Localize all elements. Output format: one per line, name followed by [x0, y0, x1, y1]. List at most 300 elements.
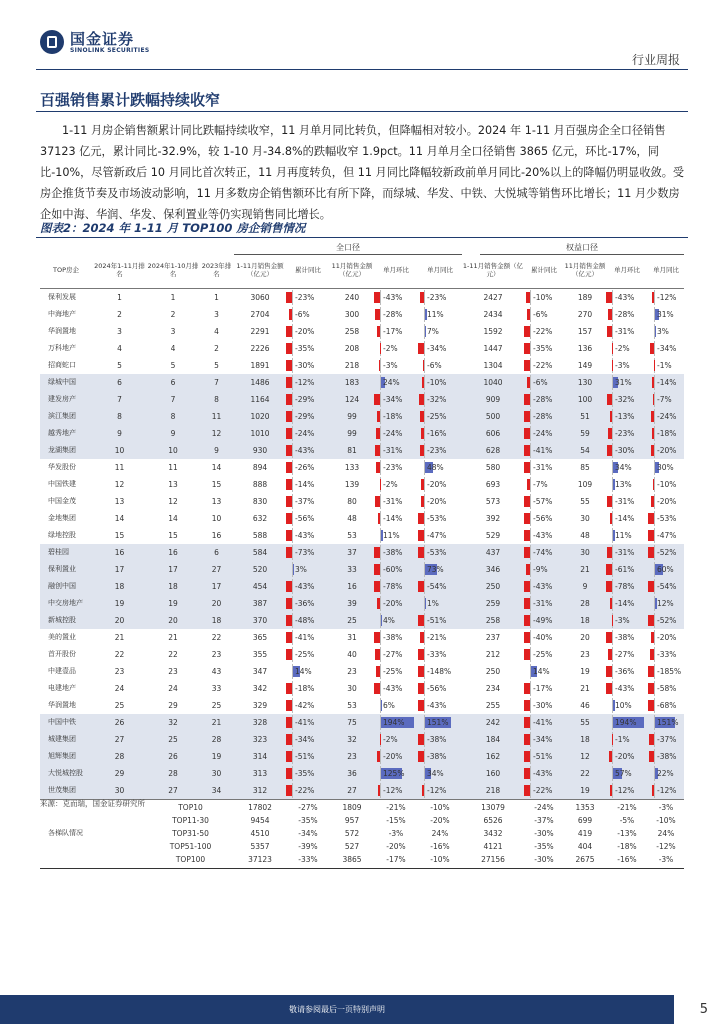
- bar-cell: [418, 510, 462, 527]
- table-cell: 23: [211, 650, 222, 659]
- table-cell: 16: [347, 582, 357, 591]
- bar-value: 24%: [383, 378, 400, 387]
- bar-cell: [286, 697, 330, 714]
- bar-axis: [530, 290, 531, 305]
- bar-axis: [424, 528, 425, 543]
- column-header: 2023年排名: [201, 262, 232, 278]
- bar-axis: [612, 562, 613, 577]
- bar-value: -34%: [383, 395, 403, 404]
- company-name: 绿城中国: [48, 378, 76, 386]
- bar-value: -32%: [615, 395, 635, 404]
- bar-cell: [524, 323, 564, 340]
- bar-value: -29%: [295, 395, 315, 404]
- bar-axis: [292, 426, 293, 441]
- bar-value: -10%: [657, 480, 677, 489]
- bar-cell: [286, 612, 330, 629]
- bar-value: -6%: [533, 378, 548, 387]
- company-name: 中国金茂: [48, 497, 76, 505]
- summary-cell: -15%: [386, 816, 406, 825]
- bar-cell: [648, 629, 684, 646]
- bar-cell: [606, 731, 648, 748]
- value-bar: [612, 734, 613, 745]
- value-bar: [648, 530, 654, 541]
- table-cell: 328: [252, 718, 268, 727]
- tier-label: TOP11-30: [172, 816, 209, 825]
- bar-value: -43%: [615, 293, 635, 302]
- bar-cell: [286, 459, 330, 476]
- bar-value: 60%: [657, 565, 674, 574]
- bar-value: -41%: [533, 718, 553, 727]
- tier-label: TOP51-100: [169, 842, 212, 851]
- summary-cell: -30%: [534, 829, 554, 838]
- value-bar: [374, 394, 380, 405]
- table-cell: 2226: [250, 344, 270, 353]
- table-cell: 909: [485, 395, 501, 404]
- bar-axis: [530, 579, 531, 594]
- bar-cell: [648, 697, 684, 714]
- bar-axis: [530, 766, 531, 781]
- summary-cell: -12%: [656, 842, 676, 851]
- bar-axis: [612, 630, 613, 645]
- bar-cell: [524, 340, 564, 357]
- table-cell: 109: [577, 480, 593, 489]
- column-header: 累计同比: [295, 266, 321, 274]
- column-header: 单月环比: [614, 266, 640, 274]
- table-row: [40, 544, 684, 561]
- bar-cell: [286, 782, 330, 799]
- summary-cell: 419: [577, 829, 593, 838]
- bar-axis: [424, 409, 425, 424]
- bar-value: -31%: [615, 548, 635, 557]
- table-cell: 2: [214, 344, 219, 353]
- table-cell: 100: [577, 395, 593, 404]
- table-cell: 30: [580, 514, 590, 523]
- bar-axis: [530, 341, 531, 356]
- bar-value: -12%: [657, 786, 677, 795]
- table-cell: 28: [114, 752, 125, 761]
- table-cell: 30: [347, 684, 357, 693]
- bar-cell: [524, 782, 564, 799]
- table-cell: 99: [347, 412, 357, 421]
- value-bar: [651, 496, 654, 507]
- bar-cell: [606, 680, 648, 697]
- bar-cell: [648, 340, 684, 357]
- brand-name-en: SINOLINK SECURITIES: [70, 46, 150, 54]
- company-name: 华润置地: [48, 327, 76, 335]
- value-bar: [607, 496, 612, 507]
- value-bar: [286, 360, 292, 371]
- bar-cell: [606, 323, 648, 340]
- table-row: [40, 782, 684, 799]
- table-cell: 33: [211, 684, 222, 693]
- value-bar: [648, 700, 654, 711]
- value-bar: [650, 343, 654, 354]
- table-bottom-rule: [40, 868, 684, 869]
- table-cell: 18: [211, 616, 222, 625]
- company-name: 世茂集团: [48, 786, 76, 794]
- bar-value: -43%: [383, 684, 403, 693]
- bar-value: 34%: [615, 463, 632, 472]
- bar-value: 151%: [657, 718, 679, 727]
- bar-cell: [374, 697, 418, 714]
- table-cell: 3: [170, 327, 176, 336]
- table-cell: 1: [170, 293, 176, 302]
- bar-axis: [424, 477, 425, 492]
- bar-axis: [380, 409, 381, 424]
- table-cell: 300: [344, 310, 360, 319]
- table-cell: 11: [211, 412, 222, 421]
- bar-value: -148%: [427, 667, 452, 676]
- value-bar: [418, 547, 424, 558]
- value-bar: [607, 445, 612, 456]
- value-bar: [648, 683, 654, 694]
- bar-cell: [418, 323, 462, 340]
- bar-cell: [648, 357, 684, 374]
- bar-value: -20%: [427, 480, 447, 489]
- bar-cell: [374, 408, 418, 425]
- table-row: [40, 697, 684, 714]
- value-bar: [380, 479, 381, 490]
- table-cell: 17: [114, 565, 125, 574]
- bar-cell: [418, 340, 462, 357]
- table-cell: 21: [211, 718, 222, 727]
- table-cell: 59: [580, 429, 590, 438]
- bar-cell: [418, 391, 462, 408]
- summary-cell: -20%: [386, 842, 406, 851]
- value-bar: [286, 445, 292, 456]
- bar-value: -35%: [295, 344, 315, 353]
- bar-cell: [374, 680, 418, 697]
- value-bar: [527, 479, 530, 490]
- company-name: 绿地控股: [48, 531, 76, 539]
- value-bar: [650, 649, 654, 660]
- value-bar: [286, 700, 292, 711]
- value-bar: [379, 360, 380, 371]
- bar-value: -17%: [533, 684, 553, 693]
- bar-axis: [292, 324, 293, 339]
- table-cell: 55: [580, 718, 590, 727]
- value-bar: [286, 326, 292, 337]
- bar-axis: [654, 443, 655, 458]
- table-cell: 19: [114, 599, 125, 608]
- table-cell: 9: [117, 429, 122, 438]
- value-bar: [648, 666, 654, 677]
- summary-cell: -21%: [617, 803, 637, 812]
- value-bar: [608, 649, 612, 660]
- table-cell: 55: [580, 497, 590, 506]
- table-cell: 314: [252, 752, 268, 761]
- table-row: [40, 289, 684, 306]
- bar-value: -30%: [295, 361, 315, 370]
- company-name: 华润置地: [48, 701, 76, 709]
- table-cell: 8: [170, 412, 176, 421]
- bar-axis: [530, 477, 531, 492]
- bar-axis: [424, 681, 425, 696]
- table-cell: 2291: [250, 327, 270, 336]
- bar-value: -57%: [533, 497, 553, 506]
- value-bar: [286, 479, 292, 490]
- bar-value: -48%: [295, 616, 315, 625]
- table-cell: 329: [252, 701, 268, 710]
- bar-axis: [530, 307, 531, 322]
- table-cell: 31: [347, 633, 357, 642]
- bar-value: -24%: [383, 429, 403, 438]
- bar-value: -13%: [615, 412, 635, 421]
- value-bar: [286, 581, 292, 592]
- value-bar: [286, 513, 292, 524]
- bar-value: -12%: [295, 378, 315, 387]
- value-bar: [524, 649, 530, 660]
- bar-value: -24%: [533, 429, 553, 438]
- value-bar: [286, 394, 292, 405]
- value-bar: [374, 292, 380, 303]
- value-bar: [649, 734, 654, 745]
- value-bar: [376, 666, 380, 677]
- bar-cell: [286, 340, 330, 357]
- table-cell: 258: [344, 327, 360, 336]
- bar-cell: [524, 476, 564, 493]
- bar-cell: [418, 476, 462, 493]
- bar-axis: [612, 647, 613, 662]
- table-row: [40, 612, 684, 629]
- value-bar: [607, 547, 612, 558]
- value-bar: [418, 666, 424, 677]
- bar-value: -42%: [295, 701, 315, 710]
- value-bar: [419, 394, 424, 405]
- bar-axis: [530, 681, 531, 696]
- bar-cell: [606, 459, 648, 476]
- bar-cell: [524, 289, 564, 306]
- summary-cell: 1353: [575, 803, 595, 812]
- summary-cell: -33%: [298, 855, 318, 864]
- value-bar: [418, 343, 424, 354]
- bar-value: -18%: [295, 684, 315, 693]
- table-cell: 365: [252, 633, 268, 642]
- bar-cell: [286, 323, 330, 340]
- bar-cell: [286, 442, 330, 459]
- bar-axis: [380, 460, 381, 475]
- bar-cell: [374, 493, 418, 510]
- summary-row: [40, 840, 684, 853]
- header-divider: [36, 69, 688, 70]
- bar-axis: [380, 290, 381, 305]
- table-cell: 130: [577, 378, 593, 387]
- table-cell: 20: [211, 599, 222, 608]
- bar-value: -14%: [615, 514, 635, 523]
- value-bar: [421, 496, 424, 507]
- summary-cell: 4510: [250, 829, 270, 838]
- value-bar: [377, 411, 380, 422]
- bar-axis: [530, 545, 531, 560]
- bar-axis: [612, 307, 613, 322]
- table-cell: 13: [168, 480, 178, 489]
- bar-cell: [648, 544, 684, 561]
- table-cell: 5: [117, 361, 122, 370]
- bar-cell: [524, 493, 564, 510]
- table-cell: 15: [168, 531, 178, 540]
- table-cell: 8: [214, 395, 219, 404]
- bar-value: -36%: [295, 599, 315, 608]
- summary-cell: 37123: [248, 855, 272, 864]
- table-row: [40, 510, 684, 527]
- bar-cell: [606, 578, 648, 595]
- bar-axis: [654, 647, 655, 662]
- bar-value: -20%: [657, 497, 677, 506]
- value-bar: [289, 309, 292, 320]
- value-bar: [612, 343, 613, 354]
- bar-axis: [424, 630, 425, 645]
- bar-cell: [524, 612, 564, 629]
- company-name: 大悦城控股: [48, 769, 83, 777]
- table-cell: 24: [168, 684, 178, 693]
- table-cell: 23: [347, 752, 357, 761]
- bar-value: -27%: [383, 650, 403, 659]
- value-bar: [609, 751, 612, 762]
- bar-value: -17%: [383, 327, 403, 336]
- bar-value: -43%: [295, 582, 315, 591]
- summary-cell: -30%: [534, 855, 554, 864]
- table-cell: 6: [117, 378, 122, 387]
- table-cell: 7: [117, 395, 122, 404]
- bar-axis: [292, 749, 293, 764]
- bar-cell: [524, 391, 564, 408]
- bar-cell: [606, 714, 648, 731]
- bar-axis: [292, 477, 293, 492]
- summary-cell: -16%: [617, 855, 637, 864]
- value-bar: [377, 751, 380, 762]
- bar-value: 48%: [427, 463, 444, 472]
- bar-value: 31%: [615, 378, 632, 387]
- tier-label: TOP10: [178, 803, 203, 812]
- summary-cell: -3%: [658, 803, 674, 812]
- table-cell: 48: [347, 514, 357, 523]
- page-footer: [0, 995, 724, 1024]
- value-bar: [418, 700, 424, 711]
- bar-cell: [418, 544, 462, 561]
- bar-value: -12%: [383, 786, 403, 795]
- table-cell: 27: [114, 735, 125, 744]
- table-cell: 2427: [483, 293, 503, 302]
- bar-axis: [380, 307, 381, 322]
- bar-cell: [648, 306, 684, 323]
- bar-cell: [374, 425, 418, 442]
- table-cell: 3: [117, 327, 122, 336]
- bar-cell: [606, 425, 648, 442]
- bar-axis: [292, 494, 293, 509]
- value-bar: [425, 598, 426, 609]
- bar-value: 13%: [615, 480, 632, 489]
- bar-cell: [374, 476, 418, 493]
- value-bar: [652, 785, 654, 796]
- table-cell: 370: [252, 616, 268, 625]
- value-bar: [653, 394, 654, 405]
- company-name: 华发股份: [48, 463, 76, 471]
- value-bar: [423, 360, 424, 371]
- bar-cell: [286, 493, 330, 510]
- bar-value: -47%: [657, 531, 677, 540]
- table-cell: 14: [211, 463, 222, 472]
- bar-axis: [380, 545, 381, 560]
- bar-axis: [292, 409, 293, 424]
- table-cell: 23: [168, 667, 178, 676]
- table-cell: 80: [347, 497, 357, 506]
- company-name: 中交房地产: [48, 599, 83, 607]
- bar-axis: [654, 545, 655, 560]
- bar-cell: [374, 714, 418, 731]
- bar-cell: [418, 629, 462, 646]
- bar-cell: [606, 289, 648, 306]
- table-cell: 136: [577, 344, 593, 353]
- bar-axis: [292, 766, 293, 781]
- value-bar: [420, 411, 424, 422]
- bar-cell: [418, 493, 462, 510]
- bar-axis: [530, 392, 531, 407]
- table-cell: 1020: [250, 412, 270, 421]
- value-bar: [421, 479, 424, 490]
- table-cell: 28: [580, 599, 590, 608]
- bar-value: -26%: [295, 463, 315, 472]
- table-cell: 53: [347, 531, 357, 540]
- bar-cell: [418, 357, 462, 374]
- value-bar: [524, 615, 530, 626]
- table-cell: 10: [168, 446, 178, 455]
- bar-cell: [524, 697, 564, 714]
- value-bar: [607, 394, 612, 405]
- value-bar: [651, 632, 654, 643]
- value-bar: [286, 496, 292, 507]
- value-bar: [651, 411, 654, 422]
- bar-cell: [418, 459, 462, 476]
- bar-axis: [530, 596, 531, 611]
- bar-cell: [418, 697, 462, 714]
- bar-cell: [606, 782, 648, 799]
- table-cell: 26: [114, 718, 125, 727]
- table-cell: 15: [211, 480, 222, 489]
- value-bar: [651, 445, 654, 456]
- value-bar: [286, 598, 292, 609]
- bar-value: -185%: [657, 667, 682, 676]
- table-cell: 22: [211, 633, 222, 642]
- bar-value: -78%: [383, 582, 403, 591]
- summary-cell: -17%: [386, 855, 406, 864]
- summary-cell: -35%: [534, 842, 554, 851]
- bar-value: -38%: [427, 735, 447, 744]
- bar-value: -14%: [295, 480, 315, 489]
- bar-value: 125%: [383, 769, 405, 778]
- bar-cell: [286, 510, 330, 527]
- summary-cell: 5357: [250, 842, 270, 851]
- bar-cell: [418, 595, 462, 612]
- bar-cell: [606, 646, 648, 663]
- table-cell: 85: [580, 463, 590, 472]
- bar-axis: [292, 783, 293, 798]
- bar-cell: [374, 510, 418, 527]
- bar-value: -6%: [295, 310, 310, 319]
- value-bar: [524, 428, 530, 439]
- table-row: [40, 476, 684, 493]
- bar-axis: [654, 698, 655, 713]
- table-cell: 234: [485, 684, 501, 693]
- bar-axis: [380, 749, 381, 764]
- bar-cell: [606, 357, 648, 374]
- bar-axis: [292, 290, 293, 305]
- bar-axis: [654, 375, 655, 390]
- bar-value: -29%: [295, 412, 315, 421]
- bar-value: -28%: [533, 412, 553, 421]
- bar-cell: [286, 765, 330, 782]
- group-header-all: 全口径: [336, 243, 360, 252]
- bar-axis: [530, 630, 531, 645]
